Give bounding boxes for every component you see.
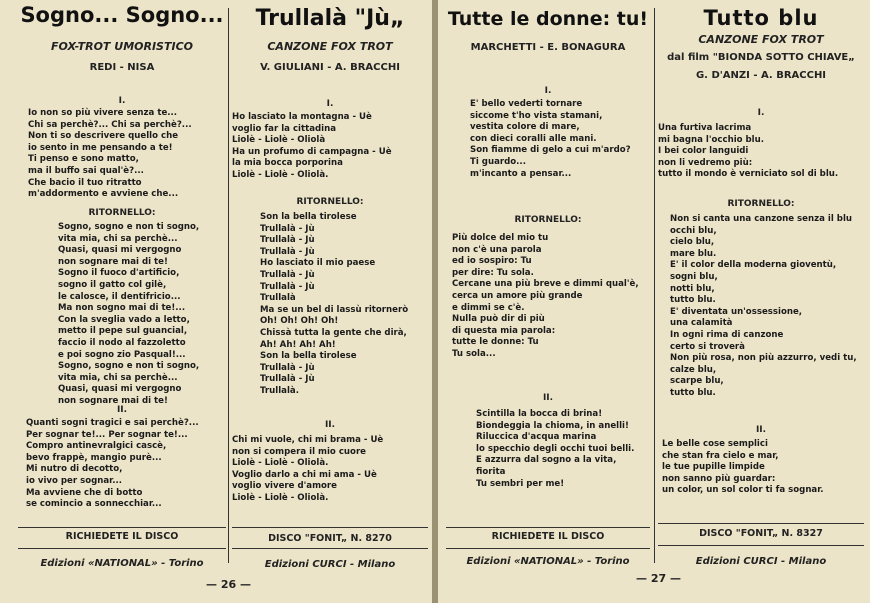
refrain-heading: RITORNELLO: (296, 197, 364, 207)
song-authors: G. D'ANZI - A. BRACCHI (695, 70, 827, 81)
lyric-line: un color, un sol color ti fa sognar. (662, 485, 824, 496)
lyric-line: calze blu, (670, 364, 717, 375)
film-credit: dal film "BIONDA SOTTO CHIAVE„ (667, 52, 855, 63)
lyric-line: Liolè - Liolè - Oliolà. (232, 492, 329, 503)
lyric-line: Trullalà - Jù (260, 362, 315, 373)
song-column-tutto-blu (658, 0, 864, 567)
lyric-line: m'incanto a pensar... (470, 168, 572, 179)
lyric-line: Ma se un bel di lassù ritornerò (260, 304, 409, 315)
refrain-text (452, 233, 639, 361)
lyric-line: Son fiamme di gelo a cui m'ardo? (470, 145, 631, 156)
lyric-line: non sognare mai di te! (58, 395, 168, 406)
lyric-line: sogno il gatto col gilè, (58, 279, 167, 290)
lyric-line: Compro antinevralgici cascè, (26, 441, 167, 452)
lyric-line: voglio far la cittadina (232, 123, 337, 134)
refrain-text (670, 214, 857, 400)
refrain-text (58, 222, 199, 408)
lyric-line: Non più rosa, non più azzurro, vedi tu, (670, 353, 857, 364)
song-authors: MARCHETTI - E. BONAGURA (470, 42, 626, 53)
lyric-line: non li vedremo più: (658, 157, 753, 168)
lyric-line: Io non so più vivere senza te... (28, 108, 178, 118)
lyric-line: lo specchio degli occhi tuoi belli. (476, 443, 635, 454)
verse-heading: II. (324, 420, 336, 430)
lyric-line: la mia bocca porporina (232, 158, 343, 169)
lyric-line: se comincio a sonnecchiar... (26, 499, 162, 510)
lyric-line: Ho lasciato la montagna - Uè (232, 112, 372, 122)
lyric-line: per dire: Tu sola. (452, 267, 534, 278)
verse-heading: II. (542, 393, 554, 403)
lyric-line: con dieci coralli alle mani. (470, 133, 597, 144)
lyric-line: io vivo per sognar... (26, 475, 122, 486)
lyric-line: E' il color della moderna gioventù, (670, 260, 837, 271)
lyric-line: notti blu, (670, 283, 715, 294)
lyric-line: Quanti sogni tragici e sai perchè?... (26, 418, 199, 428)
verse-text (26, 418, 199, 511)
song-title: Sogno... Sogno... (20, 3, 224, 27)
lyric-line: Le belle cose semplici (662, 439, 768, 449)
song-subtitle: FOX-TROT UMORISTICO (51, 40, 193, 53)
page-number-left: — 26 — (206, 578, 251, 591)
lyric-line: le calosce, il dentifricio... (58, 291, 181, 302)
verse-text (662, 439, 824, 497)
lyric-line: Ho lasciato il mio paese (260, 258, 376, 269)
lyric-line: Biondeggia la chioma, in anelli! (476, 420, 629, 431)
refrain-heading: RITORNELLO: (727, 199, 795, 209)
lyric-line: Son la bella tirolese (260, 351, 357, 362)
verse-text (232, 112, 392, 182)
verse-heading: II. (116, 405, 128, 415)
lyric-line: le tue pupille limpide (662, 462, 765, 473)
song-column-tutte-le-donne (446, 0, 650, 567)
refrain-text (260, 212, 408, 398)
page-number-right: — 27 — (636, 572, 681, 585)
divider-line (232, 527, 428, 528)
lyric-line: Scintilla la bocca di brina! (476, 409, 603, 419)
lyric-line: Ti penso e sono matto, (28, 154, 139, 165)
lyric-line: Sogno, sogno e non ti sogno, (58, 361, 200, 372)
lyric-line: Quasi, quasi mi vergogno (58, 245, 182, 256)
lyric-line: Non ti so descrivere quello che (28, 131, 179, 142)
lyric-line: cerca un amore più grande (452, 290, 583, 301)
lyric-line: io sento in me pensando a te! (28, 142, 173, 153)
lyric-line: non sognare mai di te! (58, 256, 168, 267)
song-authors: REDI - NISA (89, 62, 155, 73)
lyric-line: Chi sa perchè?... Chi sa perchè?... (28, 119, 192, 130)
lyric-line: Tu sola... (452, 348, 496, 359)
verse-text (470, 99, 631, 180)
song-title: Trullalà "Jù„ (255, 6, 405, 31)
lyric-line: sogni blu, (670, 271, 718, 282)
lyric-line: metto il pepe sul guancial, (58, 326, 188, 337)
divider-line (232, 548, 428, 549)
lyric-line: tutto il mondo è verniciato sol di blu. (658, 169, 839, 180)
lyric-line: Ah! Ah! Ah! Ah! (260, 339, 336, 350)
lyric-line: m'addormento e avviene che... (28, 189, 179, 200)
lyric-line: che stan fra cielo e mar, (662, 450, 779, 461)
song-authors: V. GIULIANI - A. BRACCHI (260, 62, 400, 73)
lyric-line: E azzurra dal sogno a la vita, (476, 455, 617, 466)
lyric-line: certo si troverà (670, 341, 745, 352)
lyric-line: scarpe blu, (670, 376, 724, 387)
disco-note: RICHIEDETE IL DISCO (65, 531, 179, 542)
lyric-line: Liolè - Liolè - Oliolà. (232, 458, 329, 469)
verse-text (232, 435, 383, 505)
lyric-line: vestita colore di mare, (470, 122, 580, 133)
lyric-line: Son la bella tirolese (260, 212, 357, 222)
lyric-line: una calamità (670, 318, 733, 329)
disco-note: RICHIEDETE IL DISCO (491, 531, 605, 542)
lyric-line: Non si canta una canzone senza il blu (670, 214, 853, 224)
lyric-line: Trullalà - Jù (260, 374, 315, 385)
song-title: Tutte le donne: tu! (447, 8, 649, 30)
column-divider (654, 8, 655, 563)
lyric-line: Trullalà - Jù (260, 269, 315, 280)
verse-text (658, 123, 838, 181)
lyric-line: Voglio darlo a chi mi ama - Uè (232, 469, 377, 480)
lyric-line: Cercane una più breve e dimmi qual'è, (452, 279, 639, 290)
verse-heading: I. (118, 96, 126, 106)
publisher: Edizioni «NATIONAL» - Torino (466, 556, 630, 567)
song-column-trullala (232, 0, 428, 570)
lyric-line: tutto blu. (670, 387, 716, 398)
lyric-line: Ma avviene che di botto (26, 487, 143, 498)
disco-note: DISCO "FONIT„ N. 8270 (268, 533, 392, 544)
divider-line (658, 523, 864, 524)
divider-line (18, 548, 226, 549)
lyric-line: ma il buffo sai qual'è?... (28, 165, 144, 176)
lyric-line: E' bello vederti tornare (470, 99, 583, 109)
song-column-sogno (18, 0, 226, 569)
lyric-line: non sanno più guardar: (662, 473, 776, 484)
verse-heading: I. (544, 86, 552, 96)
lyric-line: vita mia, chi sa perchè... (58, 372, 178, 383)
lyric-line: Ma non sogno mai di te!... (58, 303, 186, 314)
verse-text (476, 409, 634, 490)
divider-line (658, 545, 864, 546)
lyric-line: Con la sveglia vado a letto, (58, 314, 190, 325)
divider-line (446, 527, 650, 528)
lyric-line: Che bacio il tuo ritratto (28, 177, 142, 188)
lyric-line: Chissà tutta la gente che dirà, (260, 327, 407, 338)
verse-heading: II. (755, 425, 767, 435)
lyric-line: vita mia, chi sa perchè... (58, 233, 178, 244)
lyric-line: voglio vivere d'amore (232, 481, 337, 492)
publisher: Edizioni «NATIONAL» - Torino (40, 558, 204, 569)
lyric-line: tutto blu. (670, 295, 716, 306)
verse-heading: I. (326, 99, 334, 109)
lyric-line: Liolè - Liolè - Oliolà. (232, 169, 329, 180)
lyric-line: Trullalà - Jù (260, 246, 315, 257)
lyric-line: Trullalà - Jù (260, 223, 315, 234)
divider-line (18, 527, 226, 528)
song-subtitle: CANZONE FOX TROT (698, 33, 824, 46)
publisher: Edizioni CURCI - Milano (695, 556, 827, 567)
lyric-line: I bei color languidi (658, 146, 749, 157)
song-subtitle: CANZONE FOX TROT (267, 40, 393, 53)
lyric-line: ed io sospiro: Tu (452, 256, 532, 267)
lyric-line: di questa mia parola: (452, 325, 556, 336)
lyric-line: Ha un profumo di campagna - Uè (232, 146, 392, 157)
lyric-line: Ti guardo... (470, 156, 526, 167)
lyric-line: Una furtiva lacrima (658, 123, 752, 133)
lyric-line: Mi nutro di decotto, (26, 464, 123, 475)
lyric-line: Sogno, sogno e non ti sogno, (58, 222, 200, 232)
lyric-line: Trullalà (260, 293, 296, 304)
publisher: Edizioni CURCI - Milano (264, 559, 396, 570)
song-title: Tutto blu (703, 6, 819, 30)
verse-text (28, 108, 192, 201)
lyric-line: Riluccica d'acqua marina (476, 432, 597, 443)
lyric-line: cielo blu, (670, 237, 715, 248)
lyric-line: Chi mi vuole, chi mi brama - Uè (232, 435, 384, 445)
lyric-line: Quasi, quasi mi vergogno (58, 384, 182, 395)
lyric-line: fiorita (476, 466, 506, 477)
lyric-line: non c'è una parola (452, 244, 542, 255)
lyric-line: bevo frappè, mangio purè... (26, 452, 162, 463)
disco-note: DISCO "FONIT„ N. 8327 (699, 528, 823, 539)
lyric-line: Nulla può dir di più (452, 314, 545, 325)
lyric-line: Liolè - Liolè - Oliolà (232, 135, 326, 146)
refrain-heading: RITORNELLO: (514, 215, 582, 225)
lyric-line: mi bagna l'occhio blu. (658, 134, 765, 145)
lyric-line: mare blu. (670, 248, 717, 259)
lyric-line: occhi blu, (670, 225, 717, 236)
lyric-line: tutte le donne: Tu (452, 337, 539, 348)
verse-heading: I. (757, 108, 765, 118)
lyric-line: e dimmi se c'è. (452, 302, 525, 313)
refrain-heading: RITORNELLO: (88, 208, 156, 218)
column-divider (228, 8, 229, 563)
lyric-line: non si compera il mio cuore (232, 446, 367, 457)
lyric-line: Più dolce del mio tu (452, 233, 549, 243)
lyric-line: Trullalà - Jù (260, 235, 315, 246)
lyric-line: Sogno il fuoco d'artificio, (58, 268, 180, 279)
lyric-line: E' diventata un'ossessione, (670, 306, 803, 317)
lyric-line: Tu sembri per me! (476, 478, 565, 489)
lyric-line: siccome t'ho vista stamani, (470, 110, 603, 121)
divider-line (446, 548, 650, 549)
lyric-line: In ogni rima di canzone (670, 329, 784, 340)
lyric-line: Per sognar te!... Per sognar te!... (26, 429, 188, 440)
lyric-line: Trullalà - Jù (260, 281, 315, 292)
lyric-line: faccio il nodo al fazzoletto (58, 337, 186, 348)
lyric-line: e poi sogno zio Pasqual!... (58, 349, 186, 360)
lyric-line: Oh! Oh! Oh! Oh! (260, 316, 339, 327)
lyric-line: Trullalà. (260, 385, 299, 396)
